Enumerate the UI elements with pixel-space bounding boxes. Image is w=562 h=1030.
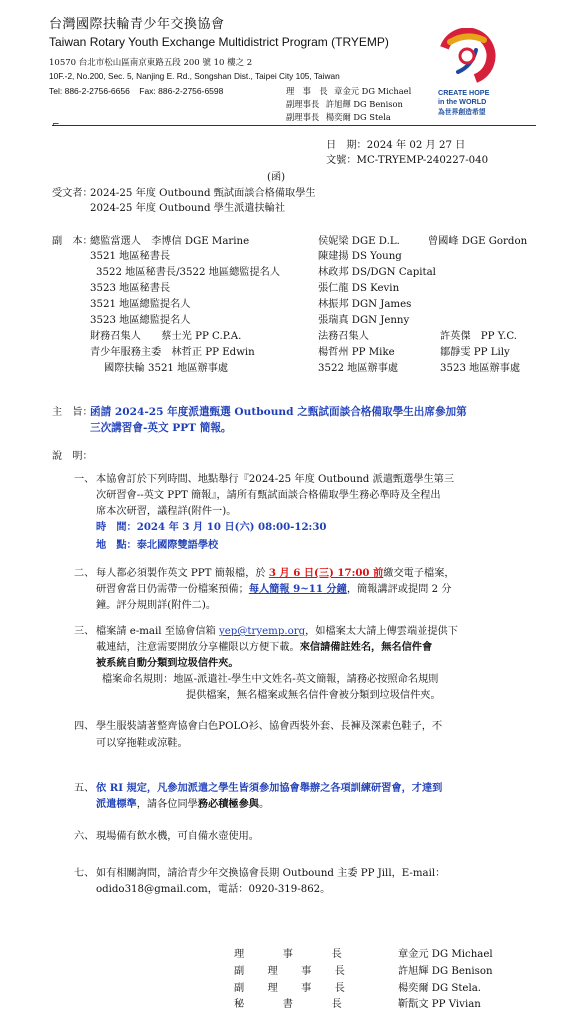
item-line: 提供檔案，無名檔案或無名信件會被分類到垃圾信件夾。 <box>186 690 441 701</box>
logo-emblem-icon <box>436 28 498 84</box>
time-value: 2024 年 3 月 10 日(六) 08:00-12:30 <box>136 521 327 533</box>
time-label: 時 間： <box>96 521 137 533</box>
logo-line1: CREATE HOPE <box>438 88 490 97</box>
cc-row-5-col-1: 張瑞真 DGN Jenny <box>318 315 410 326</box>
cc-row-7-col-0: 青少年服務主委 林哲正 PP Edwin <box>90 347 255 358</box>
item-line: 可以穿拖鞋或涼鞋。 <box>96 738 188 749</box>
header-officer <box>286 98 403 110</box>
tel-fax: Tel: 886-2-2756-6656 Fax: 886-2-2756-6598 <box>49 86 224 96</box>
item-line: 學生服裝請著整齊協會白色POLO衫、協會西裝外套、長褲及深素色鞋子，不 <box>96 721 443 732</box>
item-line: 檔案命名規則：地區-派遣社-學生中文姓名-英文簡報，請務必按照命名規則 <box>102 674 439 685</box>
item-line <box>96 582 452 597</box>
cc-row-7-col-1: 楊哲州 PP Mike <box>318 347 395 358</box>
recipient-line: 2024-25 年度 Outbound 甄試面談合格備取學生 <box>90 188 316 199</box>
org-name-en: Taiwan Rotary Youth Exchange Multidistrict Program (TRYEMP) <box>49 35 389 49</box>
cc-row-5-col-0: 3523 地區總監提名人 <box>90 315 191 326</box>
header-officer <box>286 111 391 123</box>
item-text: ，如檔案太大請上傳雲端並提供下 <box>305 626 458 637</box>
header-divider <box>52 125 536 126</box>
header-officer <box>286 85 411 97</box>
officer-name: 楊奕爾 DG Stela <box>325 112 391 122</box>
cc-row-2-col-0: 3522 地區秘書長/3522 地區總監提名人 <box>96 267 281 278</box>
explain-label: 說 明： <box>52 451 93 462</box>
item-number: 三、 <box>74 626 95 637</box>
officer-title: 副理事長 <box>286 112 320 122</box>
item-bold-text: 來信請備註姓名，無名信件會 <box>299 641 433 653</box>
cc-row-0-col-2: 曾國峰 DGE Gordon <box>428 236 528 247</box>
email-link[interactable]: yep@tryemp.org <box>218 626 306 637</box>
cc-row-3-col-0: 3523 地區秘書長 <box>90 283 171 294</box>
item-number: 五、 <box>74 783 95 794</box>
item-line: 如有相關詢問，請洽青少年交換協會長期 Outbound 主委 PP Jill，E-mail： <box>96 868 446 879</box>
item-line: 次研習會--英文 PPT 簡報』，請所有甄試面談合格備取學生務必準時及全程出 <box>96 490 441 501</box>
officer-title: 副理事長 <box>286 99 320 109</box>
address-zh: 10570 台北市松山區南京東路五段 200 號 10 樓之 2 <box>49 58 253 68</box>
item-number: 二、 <box>74 568 95 579</box>
item-bold-text: 務必積極參與 <box>197 798 259 810</box>
document-type: (函) <box>267 172 286 183</box>
recipients-label: 受文者： <box>52 188 93 199</box>
place-label: 地 點： <box>96 539 137 551</box>
item-text: 載連結，注意需要開放分享權限以方便下載。 <box>96 642 300 653</box>
subject-label: 主 旨： <box>52 407 93 418</box>
item-line: 本協會訂於下列時間、地點舉行『2024-25 年度 Outbound 派遣甄選學生第三 <box>96 474 455 485</box>
item-line: 依 RI 規定，凡參加派遣之學生皆須參加協會舉辦之各項訓練研習會，才達到 <box>96 782 443 794</box>
signature-name: 靳翫文 PP Vivian <box>398 999 481 1010</box>
item-line: 鐘。評分規則詳(附件二)。 <box>96 600 217 611</box>
cc-row-0-col-1: 侯妮梁 DGE D.L. <box>318 236 400 247</box>
item-line: 席本次研習，議程詳(附件一)。 <box>96 506 237 517</box>
cc-row-4-col-0: 3521 地區總監提名人 <box>90 299 191 310</box>
cc-row-6-col-0: 財務召集人 蔡士光 PP C.P.A. <box>90 331 242 342</box>
cc-row-2-col-1: 林政邦 DS/DGN Capital <box>318 267 436 278</box>
item-text: 檔案請 e-mail 至協會信箱 <box>96 626 219 637</box>
duration-text: 每人簡報 9~11 分鐘 <box>248 583 347 595</box>
deadline-text: 3 月 6 日(三) 17:00 前 <box>268 567 384 579</box>
cc-label: 副 本： <box>52 236 93 247</box>
item-text: 繳交電子檔案， <box>383 568 455 579</box>
signature-title: 理 事 長 <box>234 949 344 960</box>
item-number: 一、 <box>74 474 95 485</box>
cc-row-1-col-1: 陳建揚 DS Young <box>318 251 402 262</box>
address-en: 10F.-2, No.200, Sec. 5, Nanjing E. Rd., Songshan Dist., Taipei City 105, Taiwan <box>49 71 340 81</box>
signature-name: 許旭輝 DG Benison <box>398 966 493 977</box>
cc-row-7-col-2: 鄒靜雯 PP Lily <box>440 347 510 358</box>
cc-row-8-col-0: 國際扶輪 3521 地區辦事處 <box>104 363 229 374</box>
officer-title: 理 事 長 <box>286 86 328 96</box>
item-bold-text: 派遣標準 <box>96 798 137 810</box>
cc-row-8-col-1: 3522 地區辦事處 <box>318 363 399 374</box>
item-number: 七、 <box>74 868 95 879</box>
signature-title: 副 理 事 長 <box>234 983 346 994</box>
org-name-zh: 台灣國際扶輪青少年交換協會 <box>49 17 225 32</box>
item-line <box>96 640 432 655</box>
item-line <box>96 624 458 639</box>
item-number: 六、 <box>74 831 95 842</box>
signature-title: 秘 書 長 <box>234 999 344 1010</box>
cc-row-8-col-2: 3523 地區辦事處 <box>440 363 521 374</box>
subject-line: 三次講習會-英文 PPT 簡報。 <box>90 422 232 434</box>
signature-title: 副 理 事 長 <box>234 966 346 977</box>
cc-row-6-col-2: 許英傑 PP Y.C. <box>440 331 518 342</box>
officer-name: 許旭輝 DG Benison <box>325 99 403 109</box>
cc-row-6-col-1: 法務召集人 <box>318 331 369 342</box>
signature-name: 章金元 DG Michael <box>398 949 493 960</box>
item-text: ，簡報講評或提問 2 分 <box>346 584 452 595</box>
officer-name: 章金元 DG Michael <box>334 86 412 96</box>
item-line <box>96 797 269 812</box>
tryemp-logo <box>432 28 502 123</box>
item-text: 研習會當日仍需帶一份檔案預備； <box>96 584 249 595</box>
cc-row-4-col-1: 林振邦 DGN James <box>318 299 412 310</box>
item-line: 被系統自動分類到垃圾信件夾。 <box>96 657 239 669</box>
item-text: ，請各位同學 <box>136 799 198 810</box>
item-line: 現場備有飲水機，可自備水壺使用。 <box>96 831 259 842</box>
corner-mark: ⌐ <box>52 120 60 130</box>
place-row <box>96 538 218 553</box>
item-text: 。 <box>259 799 270 810</box>
recipient-line: 2024-25 年度 Outbound 學生派遣扶輪社 <box>90 203 286 214</box>
document-date: 日 期：2024 年 02 月 27 日 <box>326 140 466 151</box>
document-number: 文號：MC-TRYEMP-240227-040 <box>326 155 489 166</box>
item-line <box>96 566 455 581</box>
cc-row-1-col-0: 3521 地區秘書長 <box>90 251 171 262</box>
time-row <box>96 520 327 535</box>
place-value: 泰北國際雙語學校 <box>136 539 219 551</box>
cc-row-0-col-0: 總監當選人 李博信 DGE Marine <box>90 236 250 247</box>
subject-line: 函請 2024-25 年度派遣甄選 Outbound 之甄試面談合格備取學生出席參加第 <box>90 406 467 418</box>
cc-row-3-col-1: 張仁龍 DS Kevin <box>318 283 400 294</box>
item-text: 每人都必須製作英文 PPT 簡報檔，於 <box>96 568 269 579</box>
item-line: odido318@gmail.com，電話：0920-319-862。 <box>96 884 331 895</box>
logo-line3: 為世界創造希望 <box>438 108 486 116</box>
signature-name: 楊奕爾 DG Stela. <box>398 983 482 994</box>
logo-line2: in the WORLD <box>438 97 487 106</box>
item-number: 四、 <box>74 721 95 732</box>
